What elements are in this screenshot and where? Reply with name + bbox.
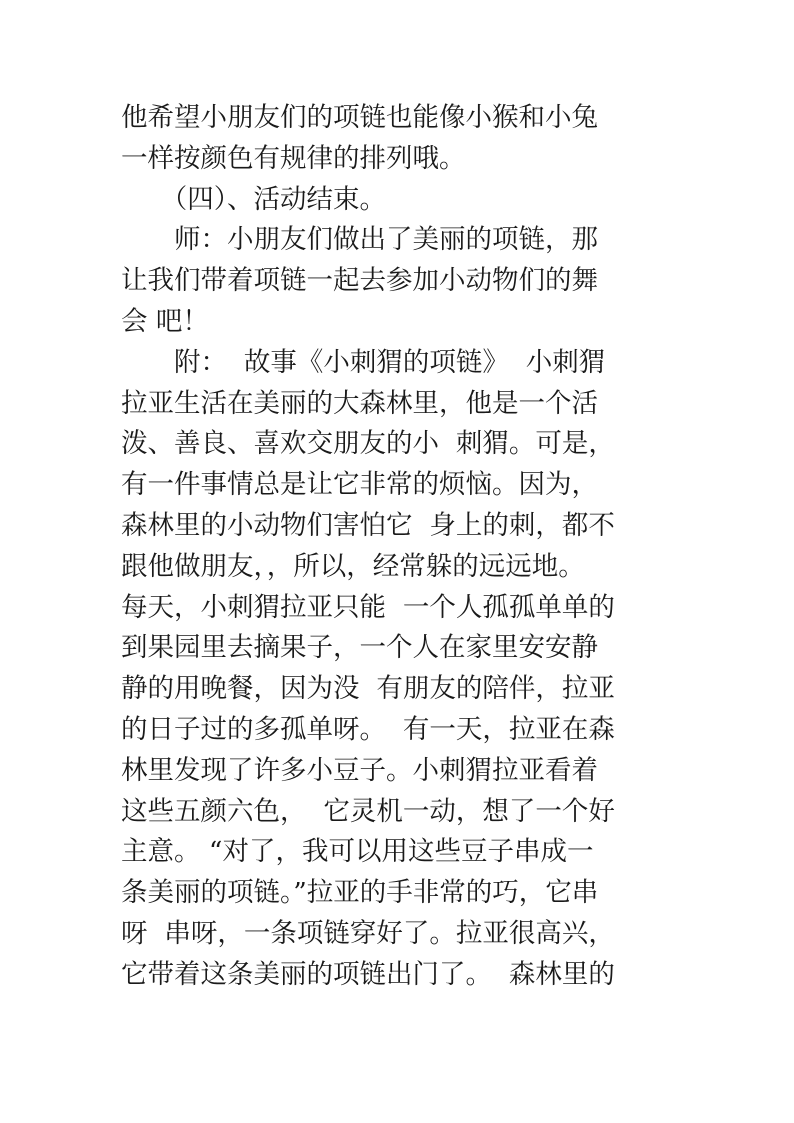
text-line: 这些五颜六色， 它灵机一动，想了一个好 — [121, 795, 615, 827]
text-line: 跟他做朋友，，所以，经常躲的远远地。 — [121, 550, 585, 582]
text-line: 条美丽的项链。”拉亚的手非常的巧，它串 — [121, 877, 599, 909]
text-line: 师：小朋友们做出了美丽的项链，那 — [121, 224, 598, 256]
text-line: 林里发现了许多小豆子。小刺猬拉亚看着 — [121, 754, 598, 786]
text-line: 静的用晚餐，因为没 有朋友的陪伴，拉亚 — [121, 673, 615, 705]
text-line: 一样按颜色有规律的排列哦。 — [121, 142, 466, 174]
text-line: 每天，小刺猬拉亚只能 一个人孤孤单单的 — [121, 591, 615, 623]
text-line: 他希望小朋友们的项链也能像小猴和小兔 — [121, 102, 598, 133]
text-line: 拉亚生活在美丽的大森林里，他是一个活 — [121, 387, 598, 419]
text-line: 让我们带着项链一起去参加小动物们的舞 — [121, 265, 598, 297]
text-line: 呀 串呀，一条项链穿好了。拉亚很高兴， — [121, 917, 615, 949]
text-line: 的日子过的多孤单呀。 有一天，拉亚在森 — [121, 713, 615, 745]
body-text — [121, 98, 666, 996]
text-line: 森林里的小动物们害怕它 身上的刺，都不 — [121, 509, 615, 541]
text-line: 有一件事情总是让它非常的烦恼。因为， — [121, 469, 598, 501]
section-heading: （四）、活动结束。 — [121, 183, 386, 215]
text-line: 主意。 “对了，我可以用这些豆子串成一 — [121, 836, 594, 868]
text-line: 会 吧！ — [121, 305, 209, 337]
text-line: 泼、善良、喜欢交朋友的小 刺猬。可是， — [121, 428, 615, 460]
text-line: 它带着这条美丽的项链出门了。 森林里的 — [121, 958, 615, 990]
text-line: 到果园里去摘果子，一个人在家里安安静 — [121, 632, 598, 664]
text-line: 附： 故事《小刺猬的项链》 小刺猬 — [121, 346, 606, 378]
